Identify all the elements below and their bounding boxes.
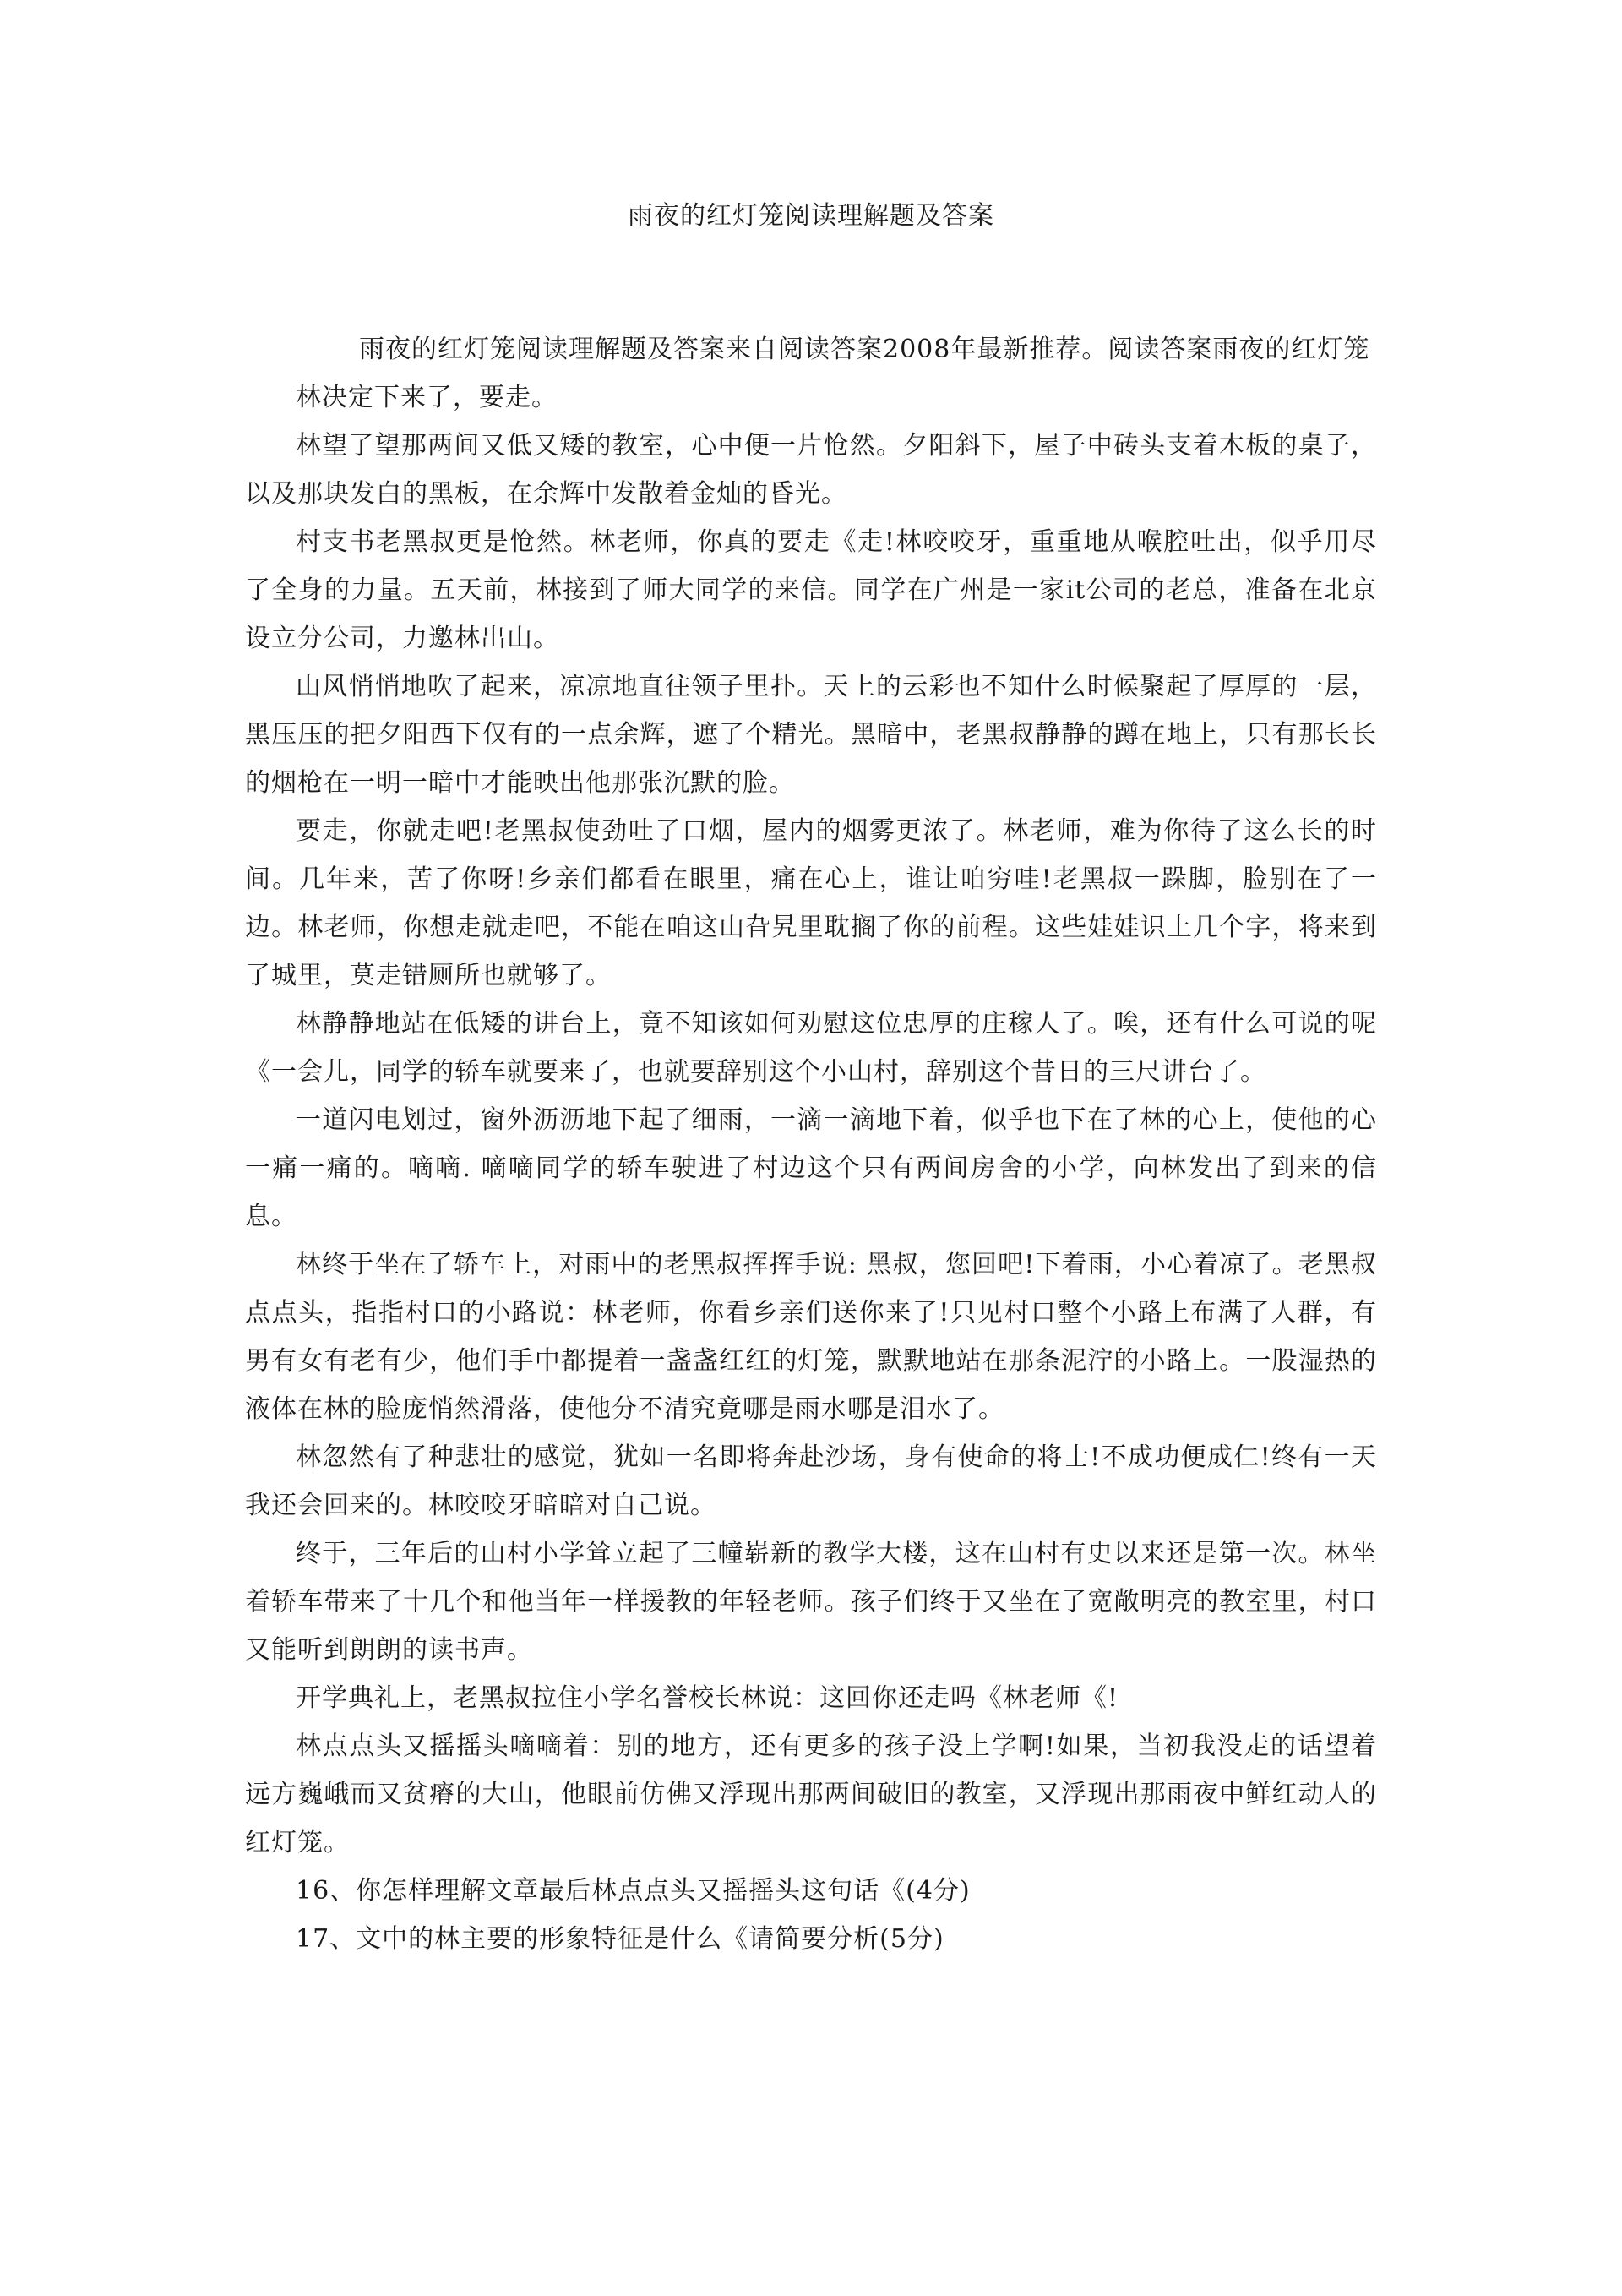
paragraph: 林决定下来了，要走。 xyxy=(296,383,558,412)
paragraph: 林终于坐在了轿车上，对雨中的老黑叔挥挥手说: 黑叔，您回吧!下着雨，小心着凉了。老黑叔点点头，指指村口的小路说：林老师，你看乡亲们送你来了!只见村口整个小路上布满了人群，有男有女有老有少，他们手中都提着一盏盏红红的灯笼，默默地站在那条泥泞的小路上。一股湿热的液体在林的脸庞悄然滑落，使他分不清究竟哪是雨水哪是泪水了。 xyxy=(245,1250,1377,1424)
question-17: 17、文中的林主要的形象特征是什么《请简要分析(5分) xyxy=(296,1924,944,1954)
paragraph: 林忽然有了种悲壮的感觉，犹如一名即将奔赴沙场，身有使命的将士!不成功便成仁!终有一天我还会回来的。林咬咬牙暗暗对自己说。 xyxy=(245,1442,1377,1520)
question-16: 16、你怎样理解文章最后林点点头又摇摇头这句话《(4分) xyxy=(296,1876,971,1906)
paragraph: 终于，三年后的山村小学耸立起了三幢崭新的教学大楼，这在山村有史以来还是第一次。林坐着轿车带来了十几个和他当年一样援教的年轻老师。孩子们终于又坐在了宽敞明亮的教室里，村口又能听到朗朗的读书声。 xyxy=(245,1539,1377,1665)
paragraph: 开学典礼上，老黑叔拉住小学名誉校长林说：这回你还走吗《林老师《! xyxy=(296,1683,1119,1713)
paragraph: 林点点头又摇摇头嘀嘀着：别的地方，还有更多的孩子没上学啊!如果，当初我没走的话望着远方巍峨而又贫瘠的大山，他眼前仿佛又浮现出那两间破旧的教室，又浮现出那雨夜中鲜红动人的红灯笼。 xyxy=(245,1732,1377,1857)
paragraph: 林静静地站在低矮的讲台上，竟不知该如何劝慰这位忠厚的庄稼人了。唉，还有什么可说的呢《一会儿，同学的轿车就要来了，也就要辞别这个小山村，辞别这个昔日的三尺讲台了。 xyxy=(245,1009,1377,1087)
paragraph-intro: 雨夜的红灯笼阅读理解题及答案来自阅读答案2008年最新推荐。阅读答案雨夜的红灯笼 xyxy=(359,335,1370,364)
paragraph: 山风悄悄地吹了起来，凉凉地直往领子里扑。天上的云彩也不知什么时候聚起了厚厚的一层，黑压压的把夕阳西下仅有的一点余辉，遮了个精光。黑暗中，老黑叔静静的蹲在地上，只有那长长的烟枪在一明一暗中才能映出他那张沉默的脸。 xyxy=(245,672,1377,798)
document-title: 雨夜的红灯笼阅读理解题及答案 xyxy=(628,201,994,231)
document-body xyxy=(245,325,1377,1963)
paragraph: 林望了望那两间又低又矮的教室，心中便一片怆然。夕阳斜下，屋子中砖头支着木板的桌子，以及那块发白的黑板，在余辉中发散着金灿的昏光。 xyxy=(245,431,1377,509)
paragraph: 一道闪电划过，窗外沥沥地下起了细雨，一滴一滴地下着，似乎也下在了林的心上，使他的心一痛一痛的。嘀嘀. 嘀嘀同学的轿车驶进了村边这个只有两间房舍的小学，向林发出了到来的信息。 xyxy=(245,1105,1377,1231)
paragraph: 要走，你就走吧!老黑叔使劲吐了口烟，屋内的烟雾更浓了。林老师，难为你待了这么长的时间。几年来，苦了你呀!乡亲们都看在眼里，痛在心上，谁让咱穷哇!老黑叔一跺脚，脸别在了一边。林老师，你想走就走吧，不能在咱这山旮旯里耽搁了你的前程。这些娃娃识上几个字，将来到了城里，莫走错厕所也就够了。 xyxy=(245,816,1377,990)
paragraph: 村支书老黑叔更是怆然。林老师，你真的要走《走!林咬咬牙，重重地从喉腔吐出，似乎用尽了全身的力量。五天前，林接到了师大同学的来信。同学在广州是一家it公司的老总，准备在北京设立分公司，力邀林出山。 xyxy=(245,527,1377,653)
